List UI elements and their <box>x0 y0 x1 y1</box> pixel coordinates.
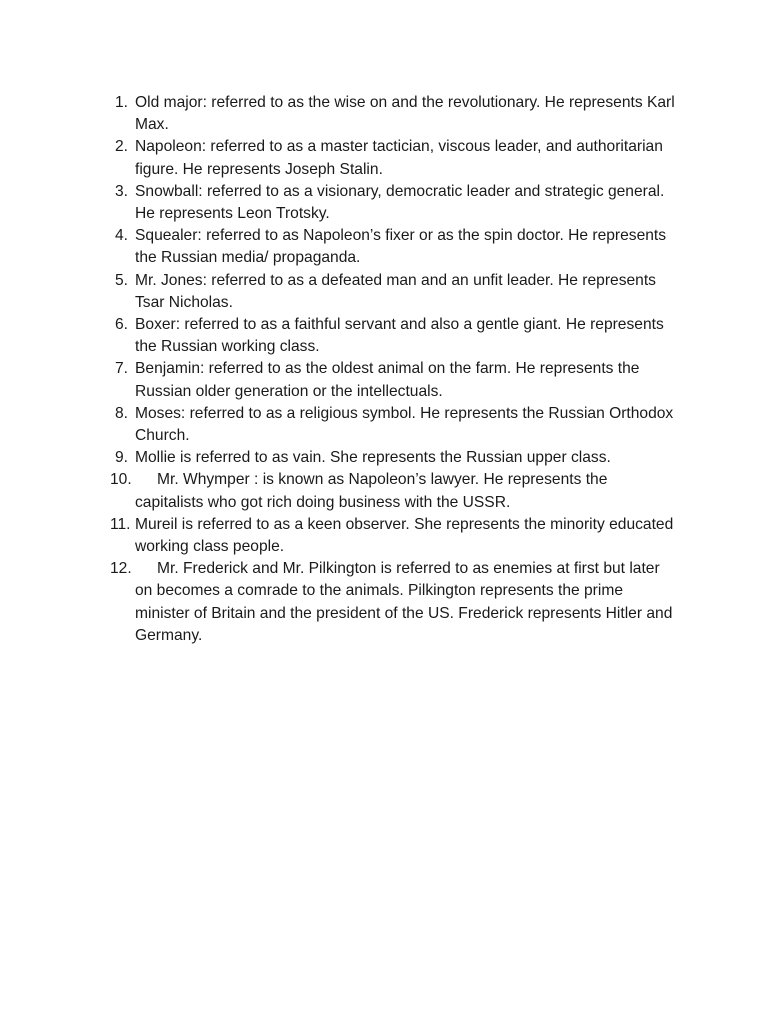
item-text: Old major: referred to as the wise on and the revolutionary. He represents Karl Max. <box>135 94 675 134</box>
item-text: Moses: referred to as a religious symbol. He represents the Russian Orthodox Church. <box>135 404 674 445</box>
list-item <box>100 92 680 136</box>
item-number: 10. <box>110 471 132 489</box>
item-number: 8. <box>114 404 128 422</box>
item-number: 6. <box>114 316 128 334</box>
item-text: Mollie is referred to as vain. She represents the Russian upper class. <box>135 449 611 467</box>
item-number: 11. <box>110 515 131 533</box>
list-item <box>100 514 680 558</box>
list-item <box>100 447 680 469</box>
list-item <box>100 225 680 269</box>
list-item <box>100 358 680 402</box>
item-number: 7. <box>114 360 128 378</box>
item-text: Mureil is referred to as a keen observer. She represents the minority educated working class people. <box>135 515 674 556</box>
item-text: Squealer: referred to as Napoleon’s fixer or as the spin doctor. He represents the Russian media/ propaganda. <box>135 227 667 267</box>
list-item <box>100 558 680 647</box>
list-item <box>100 469 680 513</box>
item-number: 2. <box>114 138 128 156</box>
list-item <box>100 403 680 447</box>
numbered-list <box>100 92 680 647</box>
list-item <box>100 181 680 225</box>
item-number: 9. <box>114 449 128 467</box>
item-text: Napoleon: referred to as a master tactician, viscous leader, and authoritarian figure. He represents Joseph Stalin. <box>135 138 663 178</box>
list-item <box>100 136 680 180</box>
item-text: Boxer: referred to as a faithful servant and also a gentle giant. He represents the Russian working class. <box>135 316 664 356</box>
item-text: Snowball: referred to as a visionary, democratic leader and strategic general. He represents Leon Trotsky. <box>135 182 665 223</box>
list-item <box>100 270 680 314</box>
item-text: Mr. Jones: referred to as a defeated man and an unfit leader. He represents Tsar Nicholas. <box>135 271 656 311</box>
item-number: 12. <box>110 560 132 578</box>
item-number: 5. <box>114 271 128 289</box>
item-number: 3. <box>114 182 128 200</box>
list-item <box>100 314 680 358</box>
item-number: 4. <box>114 227 128 245</box>
item-number: 1. <box>114 94 128 111</box>
item-text: Mr. Frederick and Mr. Pilkington is referred to as enemies at first but later on becomes a comrade to the animals. Pilkington represents the prime minister of Britain and the president of the US. Frederick represents Hitler and Germany. <box>135 560 673 644</box>
item-text: Benjamin: referred to as the oldest animal on the farm. He represents the Russian older generation or the intellectuals. <box>135 360 640 400</box>
item-text: Mr. Whymper : is known as Napoleon’s lawyer. He represents the capitalists who got rich doing business with the USSR. <box>135 471 608 511</box>
